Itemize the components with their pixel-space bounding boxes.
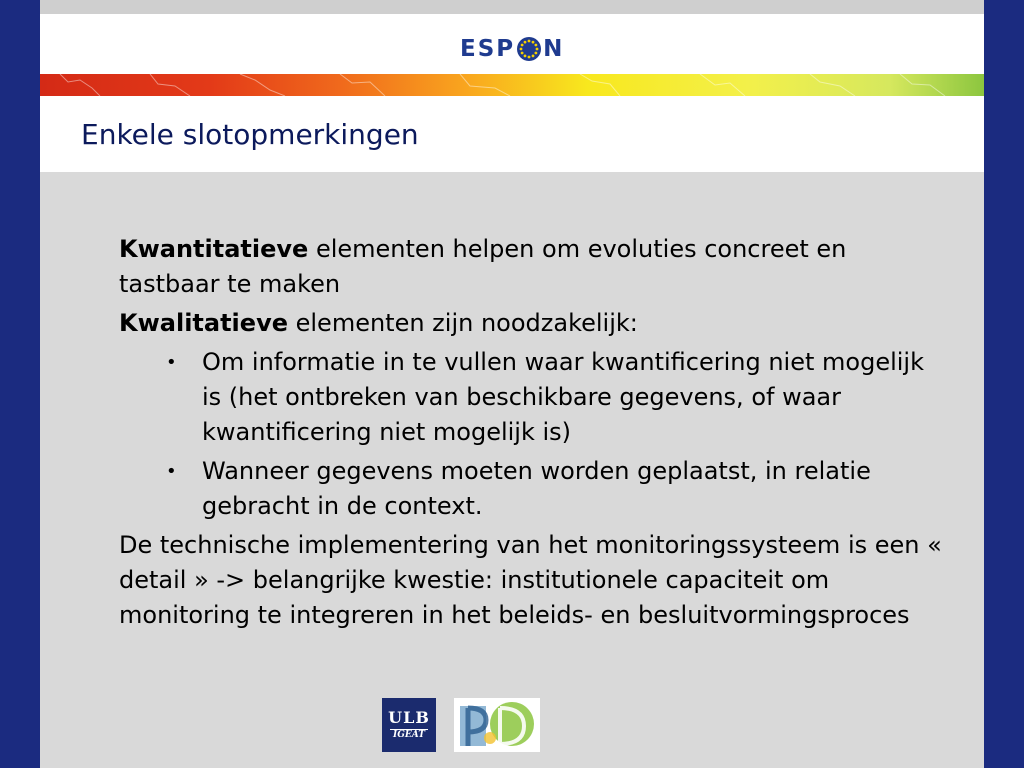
title-area (40, 96, 984, 172)
paragraph-qualitative (119, 306, 949, 341)
bullet-dot-icon: • (166, 352, 177, 373)
paragraph-technical: De technische implementering van het monitoringssysteem is een « detail » -> belangrijke kwestie: institutionele capaciteit om monitoring te integreren in het beleids- en besluitvormingsproces (119, 531, 942, 629)
paragraph-quantitative-bold: Kwantitatieve (119, 235, 309, 263)
paragraph-qualitative-text: elementen zijn noodzakelijk: (287, 309, 638, 337)
bullet-text: Om informatie in te vullen waar kwantificering niet mogelijk is (het ontbreken van beschikbare gegevens, of waar kwantificering niet mogelijk is) (202, 348, 924, 446)
bullet-item (119, 454, 949, 524)
map-color-band (40, 74, 984, 96)
bullet-text: Wanneer gegevens moeten worden geplaatst, in relatie gebracht in de context. (202, 457, 871, 520)
espon-logo-right: N (543, 36, 565, 62)
left-frame-bar (0, 0, 40, 768)
footer-logos (382, 698, 540, 752)
slide-header (40, 14, 984, 74)
paragraph-quantitative-text: elementen helpen om evoluties concreet en tastbaar te maken (119, 235, 847, 298)
espon-logo (460, 34, 564, 64)
bullet-dot-icon: • (166, 461, 177, 482)
paragraph-qualitative-bold: Kwalitatieve (119, 309, 288, 337)
slide (40, 0, 984, 768)
ulb-logo-text: ULB (388, 708, 430, 727)
paragraph-quantitative (119, 232, 949, 302)
bullet-item (119, 345, 949, 450)
eu-stars-icon (517, 37, 541, 61)
slide-content (119, 232, 949, 637)
igeat-logo-text: IGEAT (390, 729, 428, 740)
espon-logo-left: ESP (460, 36, 516, 62)
slide-title: Enkele slotopmerkingen (81, 118, 419, 151)
ulb-igeat-logo (382, 698, 436, 752)
right-frame-bar (984, 0, 1024, 768)
planning-development-logo (454, 698, 540, 752)
top-strip (40, 0, 984, 14)
